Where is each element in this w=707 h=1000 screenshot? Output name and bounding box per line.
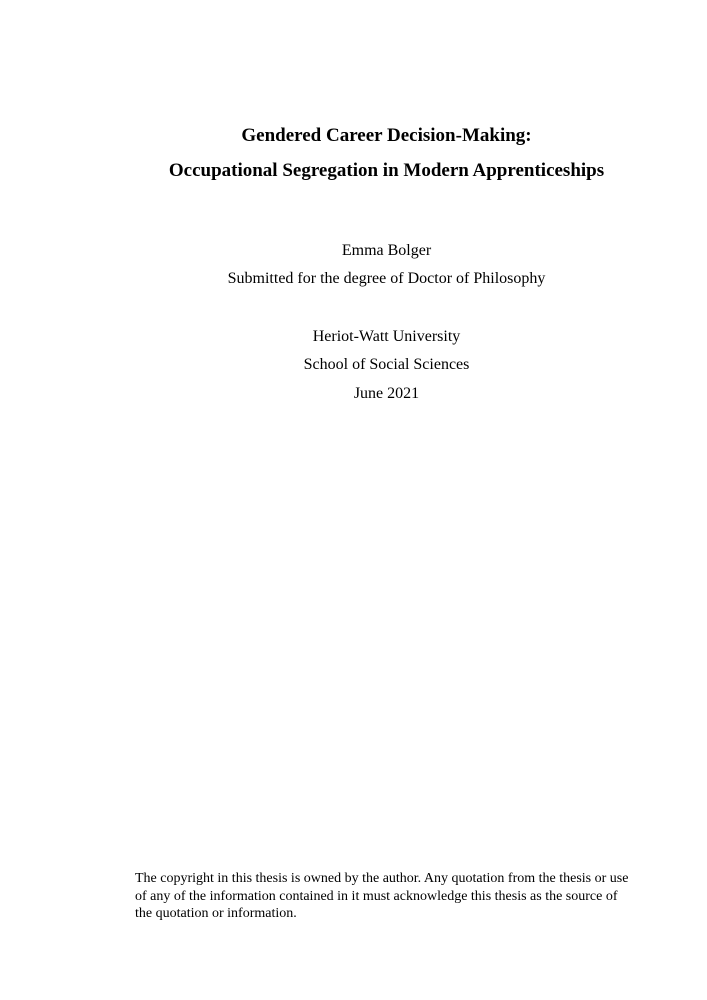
school-name: School of Social Sciences — [303, 356, 470, 373]
author-name: Emma Bolger — [341, 242, 432, 259]
university-name: Heriot-Watt University — [312, 328, 461, 345]
thesis-title-line-2: Occupational Segregation in Modern Apprenticeships — [168, 160, 605, 181]
degree-statement: Submitted for the degree of Doctor of Philosophy — [227, 270, 546, 287]
submission-date: June 2021 — [353, 385, 420, 402]
copyright-notice: The copyright in this thesis is owned by the author. Any quotation from the thesis or use of any of the information contained in it must acknowledge this thesis as the source of the quotation or information. — [135, 871, 629, 921]
thesis-title-line-1: Gendered Career Decision-Making: — [241, 125, 532, 146]
